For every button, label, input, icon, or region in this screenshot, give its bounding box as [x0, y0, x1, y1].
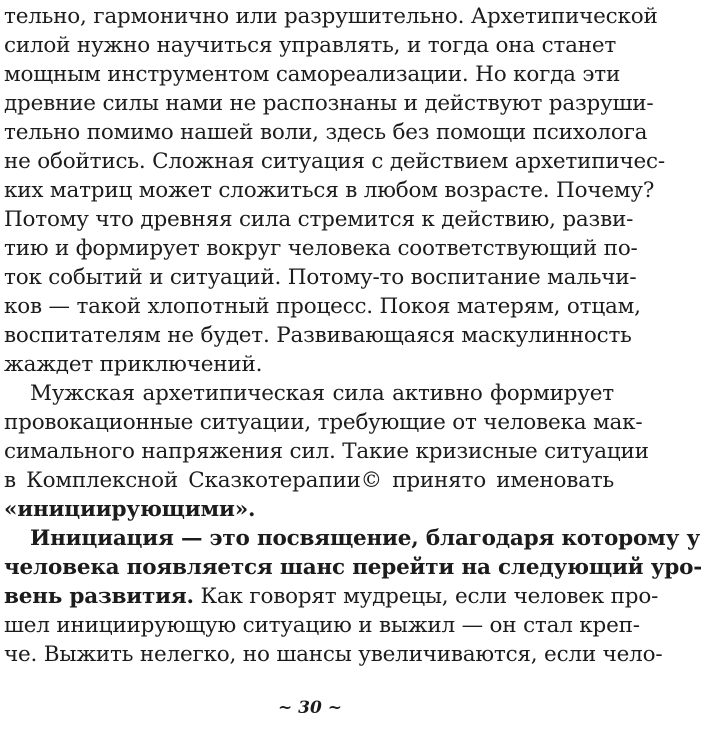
text-line: в Комплексной Сказкотерапии© принято именовать: [4, 468, 614, 493]
bold-term: вень развития.: [4, 584, 194, 609]
text-line: тельно, гармонично или разрушительно. Архетипической: [4, 4, 658, 29]
text-line: ков — такой хлопотный процесс. Покоя матерям, отцам,: [4, 294, 641, 319]
text-line: мощным инструментом самореализации. Но когда эти: [4, 62, 621, 87]
text-line: Потому что древняя сила стремится к действию, разви-: [4, 207, 634, 232]
text-line: Инициация — это посвящение, благодаря которому у: [30, 526, 701, 551]
text-span: Как говорят мудрецы, если человек про-: [193, 584, 659, 609]
text-line: провокационные ситуации, требующие от человека мак-: [4, 410, 643, 435]
text-line: Мужская архетипическая сила активно формирует: [30, 381, 614, 406]
text-line: жаждет приключений.: [4, 352, 263, 377]
text-line: не обойтись. Сложная ситуация с действием архетипичес-: [4, 149, 665, 174]
text-line: тельно помимо нашей воли, здесь без помощи психолога: [4, 120, 648, 145]
text-line: воспитателям не будет. Развивающаяся маскулинность: [4, 323, 632, 348]
text-line: силой нужно научиться управлять, и тогда она станет: [4, 33, 617, 58]
text-line: че. Выжить нелегко, но шансы увеличиваются, если чело-: [4, 642, 663, 667]
text-line: ких матриц может сложиться в любом возрасте. Почему?: [4, 178, 655, 203]
page-number: ~ 30 ~: [278, 698, 342, 718]
text-line: тию и формирует вокруг человека соответствующий по-: [4, 236, 638, 261]
text-line: «инициирующими».: [4, 497, 256, 522]
text-line: ток событий и ситуаций. Потому-то воспитание мальчи-: [4, 265, 637, 290]
text-line: шел инициирующую ситуацию и выжил — он стал креп-: [4, 613, 640, 638]
text-line: симального напряжения сил. Такие кризисные ситуации: [4, 439, 649, 464]
text-line: древние силы нами не распознаны и действуют разруши-: [4, 91, 654, 116]
text-line: человека появляется шанс перейти на следующий уро-: [4, 555, 702, 580]
text-line: [4, 582, 659, 611]
